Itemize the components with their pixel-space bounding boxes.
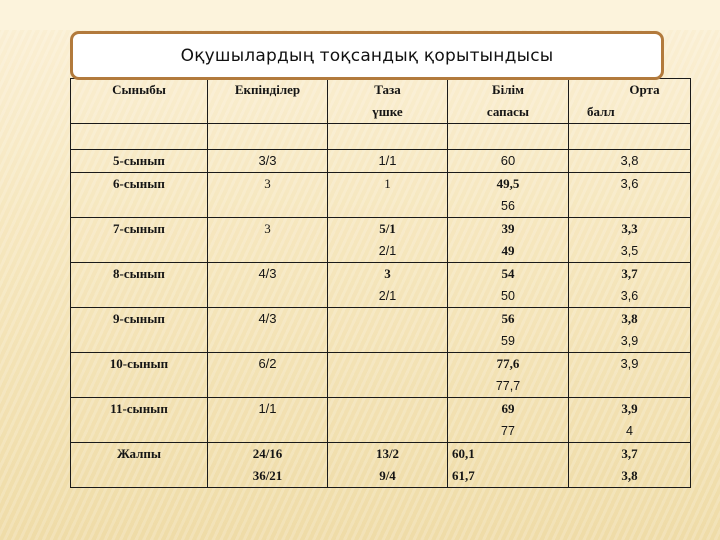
table-row — [71, 173, 691, 218]
quality-cell: 77,6 77,7 — [448, 353, 569, 398]
table-row — [71, 218, 691, 263]
average-cell: 3,9 — [569, 353, 691, 398]
pure-three-cell: 5/1 2/1 — [328, 218, 448, 263]
class-label: 8-сынып — [71, 263, 208, 308]
empty-row — [71, 124, 691, 150]
class-label: 10-сынып — [71, 353, 208, 398]
excellent-cell: 3 — [208, 173, 328, 218]
pure-three-cell: 1/1 — [328, 150, 448, 173]
table-row — [71, 308, 691, 353]
quality-cell: 60,1 61,7 — [448, 443, 569, 488]
header-excellent: Екпінділер — [208, 79, 328, 124]
average-cell: 3,8 3,9 — [569, 308, 691, 353]
pure-three-cell: 1 — [328, 173, 448, 218]
excellent-cell: 3/3 — [208, 150, 328, 173]
class-label: 6-сынып — [71, 173, 208, 218]
header-average: Орта балл — [569, 79, 691, 124]
average-cell: 3,7 3,6 — [569, 263, 691, 308]
header-quality: Білім сапасы — [448, 79, 569, 124]
pure-three-cell — [328, 308, 448, 353]
header-row — [71, 79, 691, 124]
excellent-cell: 3 — [208, 218, 328, 263]
average-cell: 3,3 3,5 — [569, 218, 691, 263]
table-row — [71, 398, 691, 443]
excellent-cell: 4/3 — [208, 308, 328, 353]
quality-cell: 39 49 — [448, 218, 569, 263]
excellent-cell: 24/16 36/21 — [208, 443, 328, 488]
total-row — [71, 443, 691, 488]
average-cell: 3,7 3,8 — [569, 443, 691, 488]
class-label: 7-сынып — [71, 218, 208, 263]
excellent-cell: 1/1 — [208, 398, 328, 443]
table-row — [71, 150, 691, 173]
slide-top-band — [0, 0, 720, 30]
excellent-cell: 6/2 — [208, 353, 328, 398]
class-label: 5-сынып — [71, 150, 208, 173]
average-cell: 3,8 — [569, 150, 691, 173]
slide-title — [70, 31, 664, 80]
table-row — [71, 353, 691, 398]
pure-three-cell — [328, 353, 448, 398]
pure-three-cell: 3 2/1 — [328, 263, 448, 308]
class-label: Жалпы — [71, 443, 208, 488]
pure-three-cell — [328, 398, 448, 443]
average-cell: 3,9 4 — [569, 398, 691, 443]
quality-cell: 60 — [448, 150, 569, 173]
quality-cell: 56 59 — [448, 308, 569, 353]
class-label: 9-сынып — [71, 308, 208, 353]
header-pure-three: Таза үшке — [328, 79, 448, 124]
class-label: 11-сынып — [71, 398, 208, 443]
header-class: Сыныбы — [71, 79, 208, 124]
quality-cell: 49,5 56 — [448, 173, 569, 218]
quality-cell: 69 77 — [448, 398, 569, 443]
pure-three-cell: 13/2 9/4 — [328, 443, 448, 488]
slide-title-text: Оқушылардың тоқсандық қорытындысы — [180, 45, 554, 66]
quality-cell: 54 50 — [448, 263, 569, 308]
grades-table — [70, 78, 691, 488]
excellent-cell: 4/3 — [208, 263, 328, 308]
average-cell: 3,6 — [569, 173, 691, 218]
table-row — [71, 263, 691, 308]
